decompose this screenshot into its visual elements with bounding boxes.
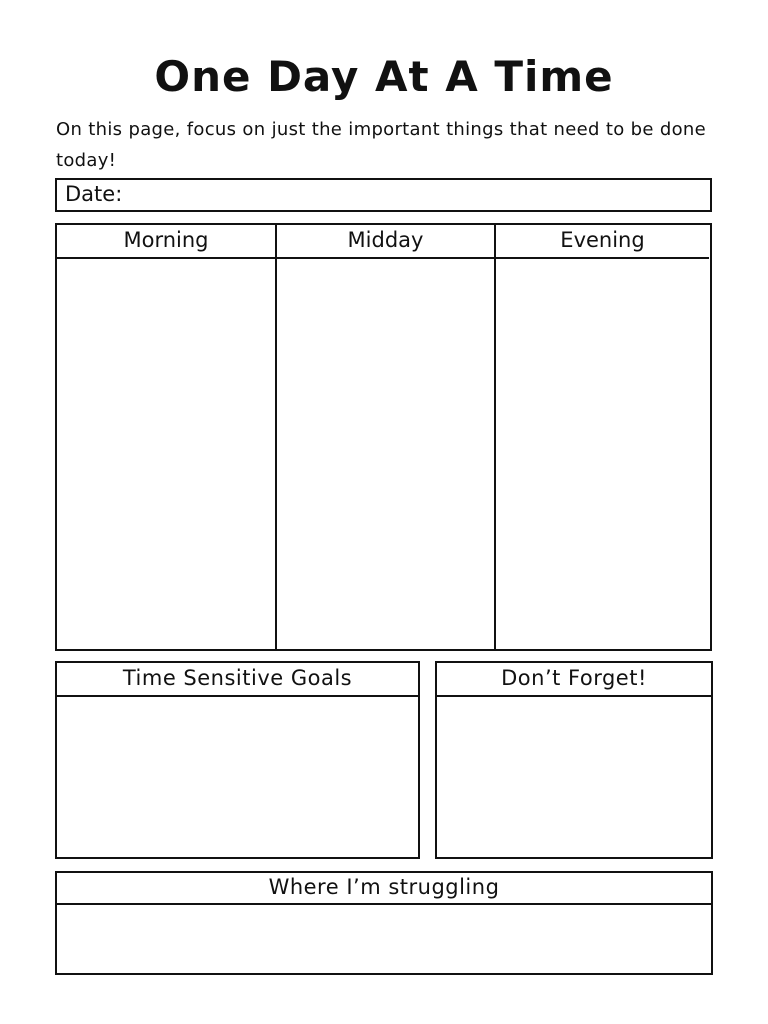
dont-forget-box — [435, 661, 713, 859]
time-sensitive-goals-header: Time Sensitive Goals — [57, 663, 418, 697]
time-sensitive-goals-box — [55, 661, 420, 859]
struggling-writing-area[interactable] — [57, 903, 711, 973]
dont-forget-writing-area[interactable] — [437, 695, 711, 857]
evening-writing-area[interactable] — [496, 257, 709, 649]
date-field[interactable] — [55, 178, 712, 212]
dont-forget-header: Don’t Forget! — [437, 663, 711, 697]
morning-column — [57, 225, 275, 649]
morning-header: Morning — [57, 225, 275, 259]
struggling-box — [55, 871, 713, 975]
midday-writing-area[interactable] — [277, 257, 494, 649]
goals-writing-area[interactable] — [57, 695, 418, 857]
morning-writing-area[interactable] — [57, 257, 275, 649]
evening-header: Evening — [496, 225, 709, 259]
evening-column — [494, 225, 709, 649]
intro-text: On this page, focus on just the important things that need to be done today! — [56, 119, 706, 171]
midday-column — [275, 225, 494, 649]
daily-schedule-table — [55, 223, 712, 651]
date-label: Date: — [65, 182, 123, 206]
struggling-header: Where I’m struggling — [57, 873, 711, 905]
page-title: One Day At A Time — [154, 52, 614, 101]
midday-header: Midday — [277, 225, 494, 259]
